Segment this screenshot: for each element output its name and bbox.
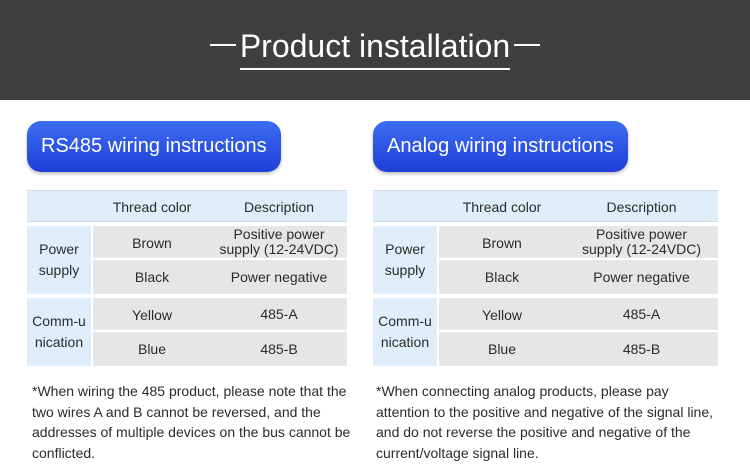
group-label-power-supply [373,226,439,294]
rs485-title-pill: RS485 wiring instructions [27,121,281,172]
page-title [0,26,750,70]
group-power-supply [27,226,347,294]
table-header [373,190,718,222]
thread-color-cell: Yellow [482,307,522,323]
thread-color-cell: Brown [482,235,522,251]
table-row [93,298,347,332]
group-label-communication [373,298,439,366]
header-blank-cell [373,191,439,221]
analog-panel [373,121,718,461]
table-row [439,226,718,260]
description-cell [211,226,347,258]
group-communication [27,298,347,366]
group-label-power-supply [27,226,93,294]
header-description: Description [243,199,315,215]
description-cell [565,226,718,258]
header-thread-color: Thread color [112,199,192,215]
thread-color-cell: Blue [137,341,167,357]
table-row [439,298,718,332]
description-cell: Power negative [593,268,690,285]
description-cell: 485-B [260,340,298,357]
thread-color-cell: Yellow [132,307,172,323]
header-blank-cell [27,191,93,221]
page-title-text: Product installation [240,26,510,70]
description-cell: 485-B [622,340,661,357]
title-left-dash [210,44,236,46]
thread-color-cell: Brown [132,235,172,251]
description-cell: 485-A [622,305,661,322]
title-right-dash [514,44,540,46]
description-cell: Power negative [230,268,328,285]
group-label-communication [27,298,93,366]
group-label-text: Power supply [38,241,80,278]
thread-color-cell: Blue [487,341,517,357]
header-banner [0,0,750,100]
thread-color-cell: Black [134,269,170,285]
table-row [439,332,718,366]
analog-wiring-table [373,190,718,366]
group-communication [373,298,718,366]
group-power-supply [373,226,718,294]
table-row [93,332,347,366]
table-row [93,226,347,260]
header-thread-color: Thread color [462,199,542,215]
group-label-text: Comm-unication [378,313,432,350]
thread-color-cell: Black [484,269,520,285]
rs485-wiring-table [27,190,347,366]
analog-title-pill: Analog wiring instructions [373,121,628,172]
description-cell: 485-A [260,305,298,322]
group-label-text: Comm-unication [32,313,86,350]
table-row [93,260,347,294]
table-header [27,190,347,222]
description-text: Positive power supply (12-24VDC) [581,226,702,257]
rs485-note: *When wiring the 485 product, please note that the two wires A and B cannot be reversed, and the addresses of multiple devices on the bus cannot be conflicted. [32,383,351,461]
rs485-panel [27,121,351,461]
description-text: Positive power supply (12-24VDC) [219,226,339,257]
group-label-text: Power supply [384,241,426,278]
table-row [439,260,718,294]
analog-note: *When connecting analog products, please pay attention to the positive and negative of the signal line, and do not reverse the positive and negative of the current/voltage signal line. [376,383,714,461]
header-description: Description [606,199,677,215]
